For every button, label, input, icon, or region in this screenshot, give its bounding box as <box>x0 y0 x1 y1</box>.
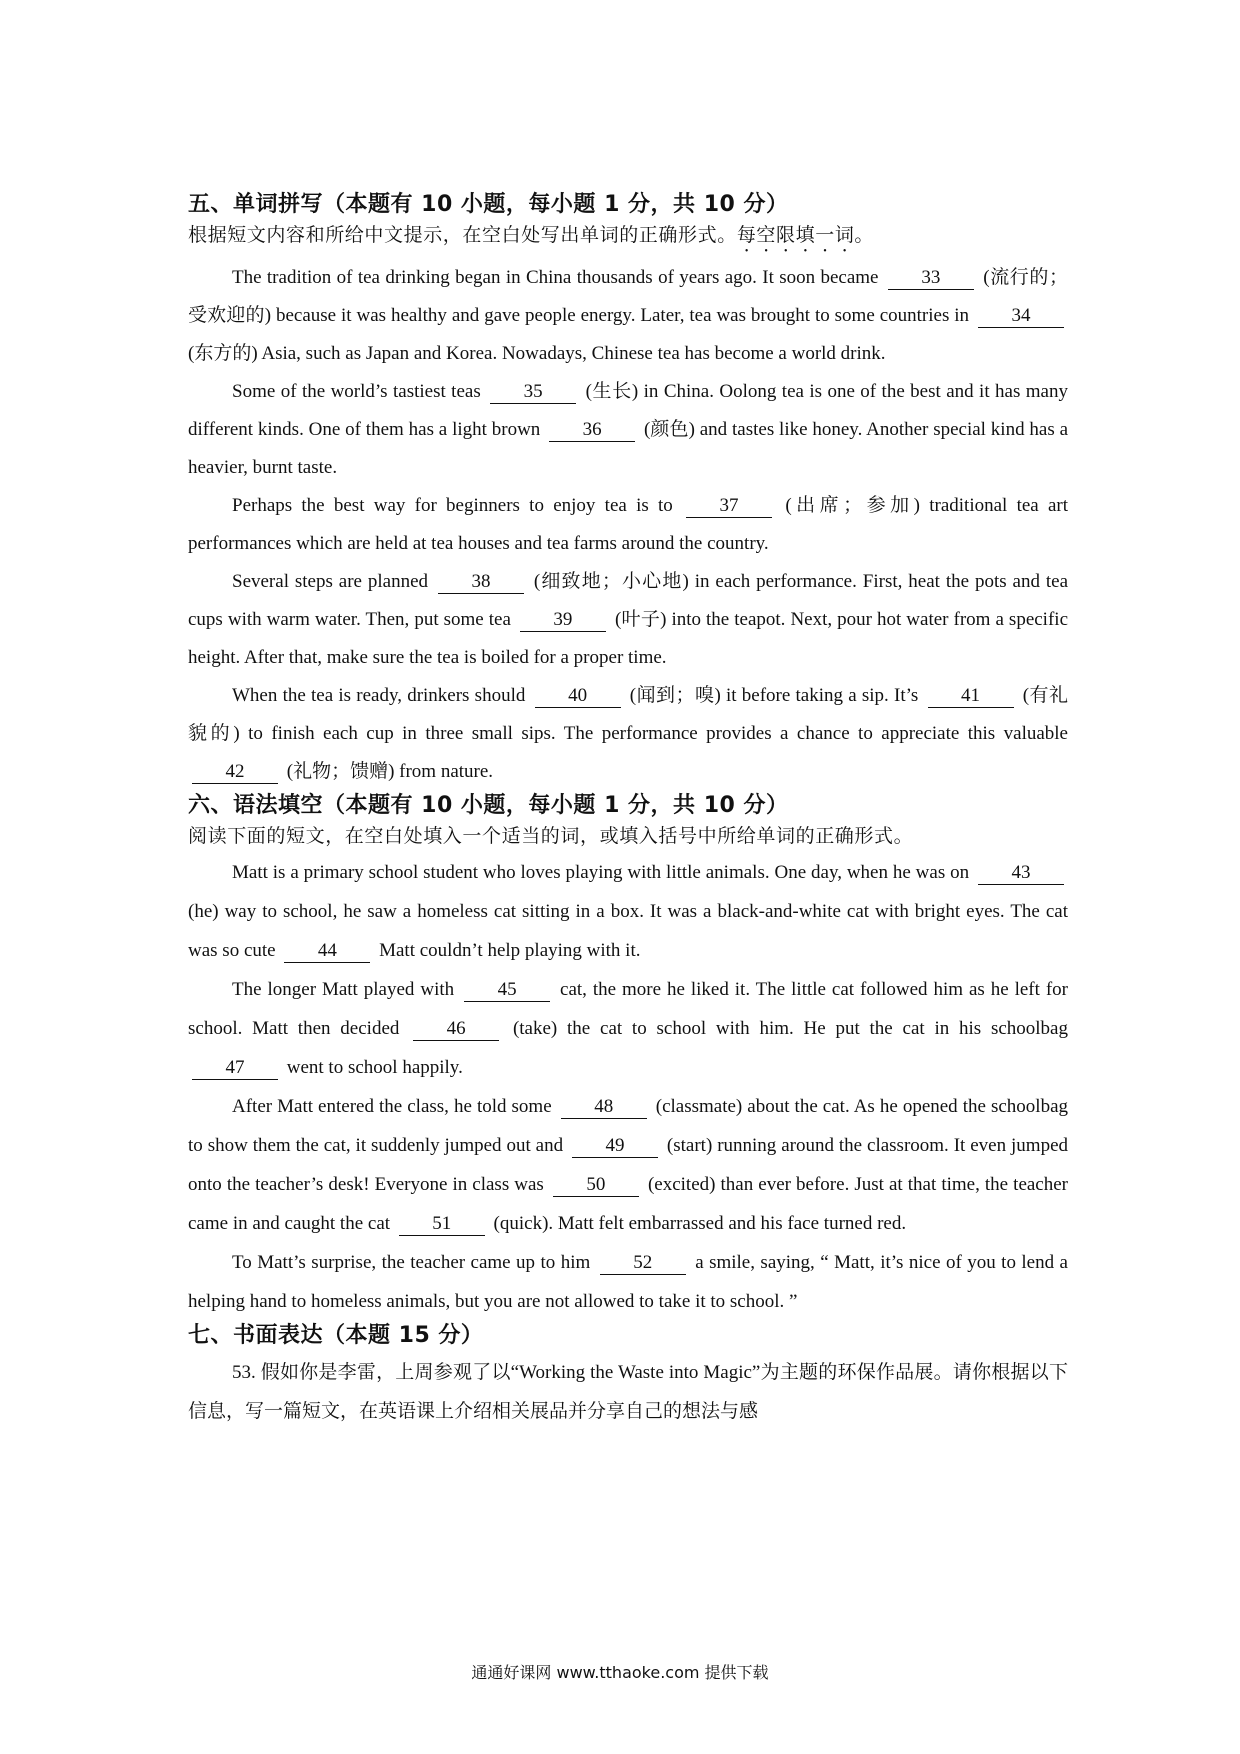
blank-49[interactable]: 49 <box>572 1135 658 1158</box>
s6-paragraph-3: After Matt entered the class, he told some 48 (classmate) about the cat. As he opened the schoolbag to show them the cat, it suddenly jumped out and 49 (start) running around the classroom. It even jumped onto the teacher’s desk! Everyone in class was 50 (excited) than ever before. Just at that time, the teacher came in and caught the cat 51 (quick). Matt felt embarrassed and his face turned red. <box>188 1096 1069 1234</box>
s5-paragraph-4: Several steps are planned 38 (细致地；小心地) in each performance. First, heat the pots and tea cups with warm water. Then, put some tea 39 (叶子) into the teapot. Next, pour hot water from a specific height. After that, make sure the tea is boiled for a proper time. <box>188 571 1069 668</box>
section-6-heading: 六、语法填空（本题有 10 小题，每小题 1 分，共 10 分） <box>188 793 789 818</box>
section-5-heading: 五、单词拼写（本题有 10 小题，每小题 1 分，共 10 分） <box>188 192 789 217</box>
page-content <box>188 192 1068 1431</box>
blank-45[interactable]: 45 <box>464 979 550 1002</box>
section-5-instructions: 根据短文内容和所给中文提示，在空白处写出单词的正确形式。每空限填一词。 <box>188 225 875 246</box>
blank-38[interactable]: 38 <box>438 571 524 594</box>
s6-paragraph-2: The longer Matt played with 45 cat, the more he liked it. The little cat followed him as he left for school. Matt then decided 46 (take) the cat to school with him. He put the cat in his schoolbag 47 went to school happily. <box>188 979 1069 1078</box>
page-footer: 通通好课网 www.tthaoke.com 提供下载 <box>471 1663 769 1682</box>
blank-46[interactable]: 46 <box>413 1018 499 1041</box>
blank-36[interactable]: 36 <box>549 419 635 442</box>
blank-41[interactable]: 41 <box>928 685 1014 708</box>
s7-paragraph-1: 53. 假如你是李雷，上周参观了以“Working the Waste into Magic”为主题的环保作品展。请你根据以下信息，写一篇短文，在英语课上介绍相关展品并分享自己的想法与感 <box>188 1362 1068 1422</box>
s5-paragraph-5: When the tea is ready, drinkers should 40 (闻到；嗅) it before taking a sip. It’s 41 (有礼貌的) to finish each cup in three small sips. The performance provides a chance to appreciate this valuable 42 (礼物；馈赠) from nature. <box>188 685 1069 782</box>
s5-paragraph-2: Some of the world’s tastiest teas 35 (生长) in China. Oolong tea is one of the best and it has many different kinds. One of them has a light brown 36 (颜色) and tastes like honey. Another special kind has a heavier, burnt taste. <box>188 381 1069 478</box>
blank-34[interactable]: 34 <box>978 305 1064 328</box>
emphasis-text: 每空限填一词 <box>736 225 855 246</box>
blank-43[interactable]: 43 <box>978 862 1064 885</box>
s6-paragraph-1: Matt is a primary school student who loves playing with little animals. One day, when he was on 43 (he) way to school, he saw a homeless cat sitting in a box. It was a black-and-white cat with bright eyes. The cat was so cute 44 Matt couldn’t help playing with it. <box>188 862 1068 961</box>
s6-paragraph-4: To Matt’s surprise, the teacher came up to him 52 a smile, saying, “ Matt, it’s nice of you to lend a helping hand to homeless animals, but you are not allowed to take it to school. ” <box>188 1252 1068 1312</box>
blank-50[interactable]: 50 <box>553 1174 639 1197</box>
section-6-instructions: 阅读下面的短文，在空白处填入一个适当的词，或填入括号中所给单词的正确形式。 <box>188 826 914 847</box>
blank-37[interactable]: 37 <box>686 495 772 518</box>
blank-48[interactable]: 48 <box>561 1096 647 1119</box>
blank-39[interactable]: 39 <box>520 609 606 632</box>
blank-44[interactable]: 44 <box>284 940 370 963</box>
blank-52[interactable]: 52 <box>600 1252 686 1275</box>
blank-51[interactable]: 51 <box>399 1213 485 1236</box>
blank-42[interactable]: 42 <box>192 761 278 784</box>
blank-40[interactable]: 40 <box>535 685 621 708</box>
s5-paragraph-1: The tradition of tea drinking began in China thousands of years ago. It soon became 33 (流行的；受欢迎的) because it was healthy and gave people energy. Later, tea was brought to some countries in 34 (东方的) Asia, such as Japan and Korea. Nowadays, Chinese tea has become a world drink. <box>188 267 1069 364</box>
blank-47[interactable]: 47 <box>192 1057 278 1080</box>
s5-paragraph-3: Perhaps the best way for beginners to enjoy tea is to 37 (出席；参加) traditional tea art performances which are held at tea houses and tea farms around the country. <box>188 495 1069 554</box>
blank-33[interactable]: 33 <box>888 267 974 290</box>
blank-35[interactable]: 35 <box>490 381 576 404</box>
section-7-heading: 七、书面表达（本题 15 分） <box>188 1323 484 1348</box>
